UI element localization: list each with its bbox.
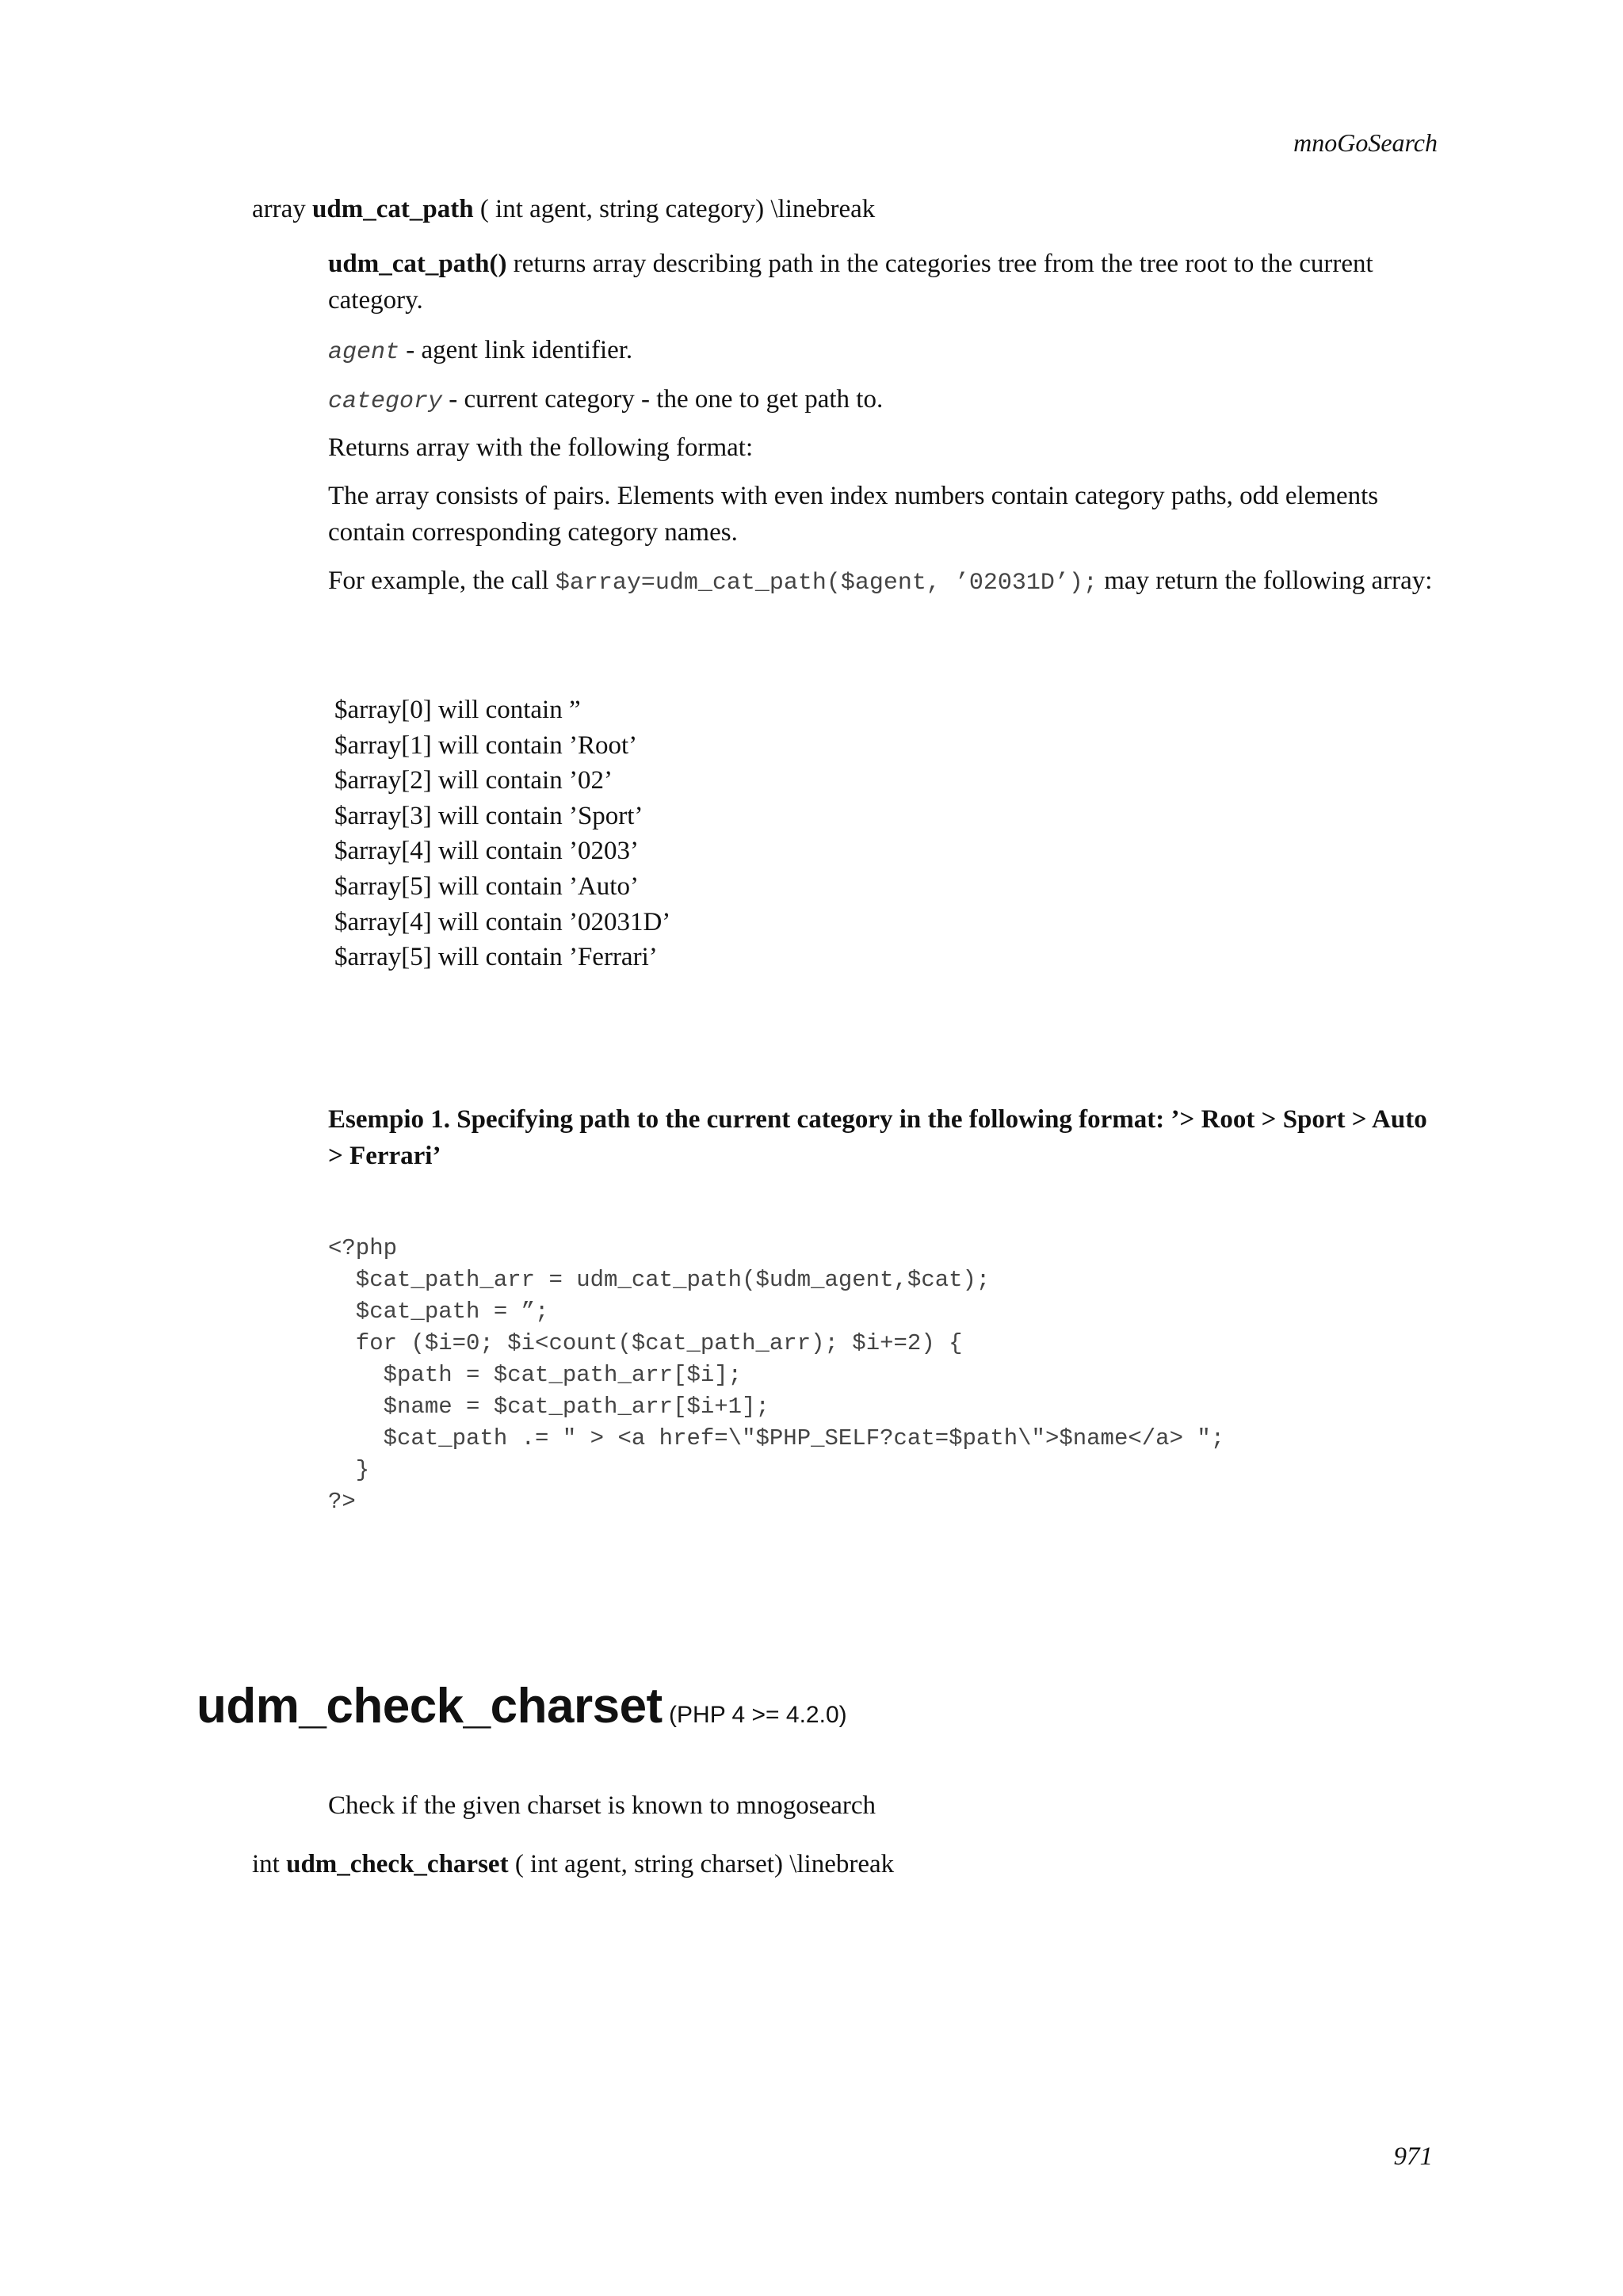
function-signature bbox=[252, 1850, 894, 1879]
section-title: udm_check_charset bbox=[197, 1679, 663, 1733]
code-line: <?php bbox=[328, 1235, 398, 1261]
example-code: $array=udm_cat_path($agent, ’02031D’); bbox=[555, 570, 1098, 597]
code-line: ?> bbox=[328, 1489, 356, 1515]
pairs-paragraph: The array consists of pairs. Elements with even index numbers contain category paths, odd elements contain corresponding category names. bbox=[328, 482, 1379, 547]
param-desc: - agent link identifier. bbox=[399, 336, 633, 364]
return-type: array bbox=[252, 195, 313, 223]
list-item: $array[5] will contain ’Ferrari’ bbox=[334, 943, 658, 972]
example-before: For example, the call bbox=[328, 566, 556, 595]
function-args: ( int agent, string category) \linebreak bbox=[473, 195, 876, 223]
page-number: 971 bbox=[1393, 2142, 1433, 2171]
function-args: ( int agent, string charset) \linebreak bbox=[508, 1850, 895, 1878]
section-description: Check if the given charset is known to mnogosearch bbox=[328, 1791, 876, 1820]
array-contents-list bbox=[334, 692, 670, 975]
function-name: udm_cat_path bbox=[312, 195, 474, 223]
example-after: may return the following array: bbox=[1097, 566, 1433, 595]
list-item: $array[5] will contain ’Auto’ bbox=[334, 871, 639, 901]
function-description bbox=[328, 246, 1438, 318]
code-line: $cat_path_arr = udm_cat_path($udm_agent,$cat); bbox=[328, 1267, 991, 1293]
code-line: } bbox=[328, 1457, 370, 1483]
param-name: agent bbox=[328, 339, 400, 366]
list-item: $array[0] will contain ” bbox=[334, 696, 581, 724]
list-item: $array[1] will contain ’Root’ bbox=[334, 730, 638, 760]
returns-text: Returns array with the following format: bbox=[328, 433, 754, 462]
running-header: mnoGoSearch bbox=[1293, 128, 1438, 157]
example-sentence bbox=[328, 563, 1438, 601]
section-heading bbox=[197, 1678, 847, 1734]
code-line: for ($i=0; $i<count($cat_path_arr); $i+=2) { bbox=[328, 1330, 963, 1356]
param-agent bbox=[328, 332, 1438, 371]
param-desc: - current category - the one to get path to. bbox=[442, 385, 884, 414]
param-category bbox=[328, 381, 1438, 420]
return-type: int bbox=[252, 1850, 287, 1878]
code-line: $cat_path .= " > <a href=\"$PHP_SELF?cat=$path\">$name</a> "; bbox=[328, 1425, 1225, 1451]
list-item: $array[2] will contain ’02’ bbox=[334, 766, 613, 795]
list-item: $array[4] will contain ’02031D’ bbox=[334, 907, 671, 936]
list-item: $array[4] will contain ’0203’ bbox=[334, 837, 639, 866]
description-text: returns array describing path in the categories tree from the tree root to the current category. bbox=[328, 250, 1373, 315]
code-line: $cat_path = ”; bbox=[328, 1299, 549, 1325]
section-version: (PHP 4 >= 4.2.0) bbox=[662, 1702, 847, 1728]
param-name: category bbox=[328, 388, 443, 415]
example-title: Esempio 1. Specifying path to the current category in the following format: ’> Root > Sport > Auto > Ferrari’ bbox=[328, 1105, 1427, 1170]
code-listing bbox=[328, 1233, 1224, 1518]
list-item: $array[3] will contain ’Sport’ bbox=[334, 801, 643, 830]
code-line: $name = $cat_path_arr[$i+1]; bbox=[328, 1394, 769, 1420]
code-line: $path = $cat_path_arr[$i]; bbox=[328, 1362, 743, 1388]
function-signature bbox=[252, 195, 875, 224]
function-name: udm_check_charset bbox=[286, 1850, 509, 1878]
description-function-name: udm_cat_path() bbox=[328, 250, 507, 278]
